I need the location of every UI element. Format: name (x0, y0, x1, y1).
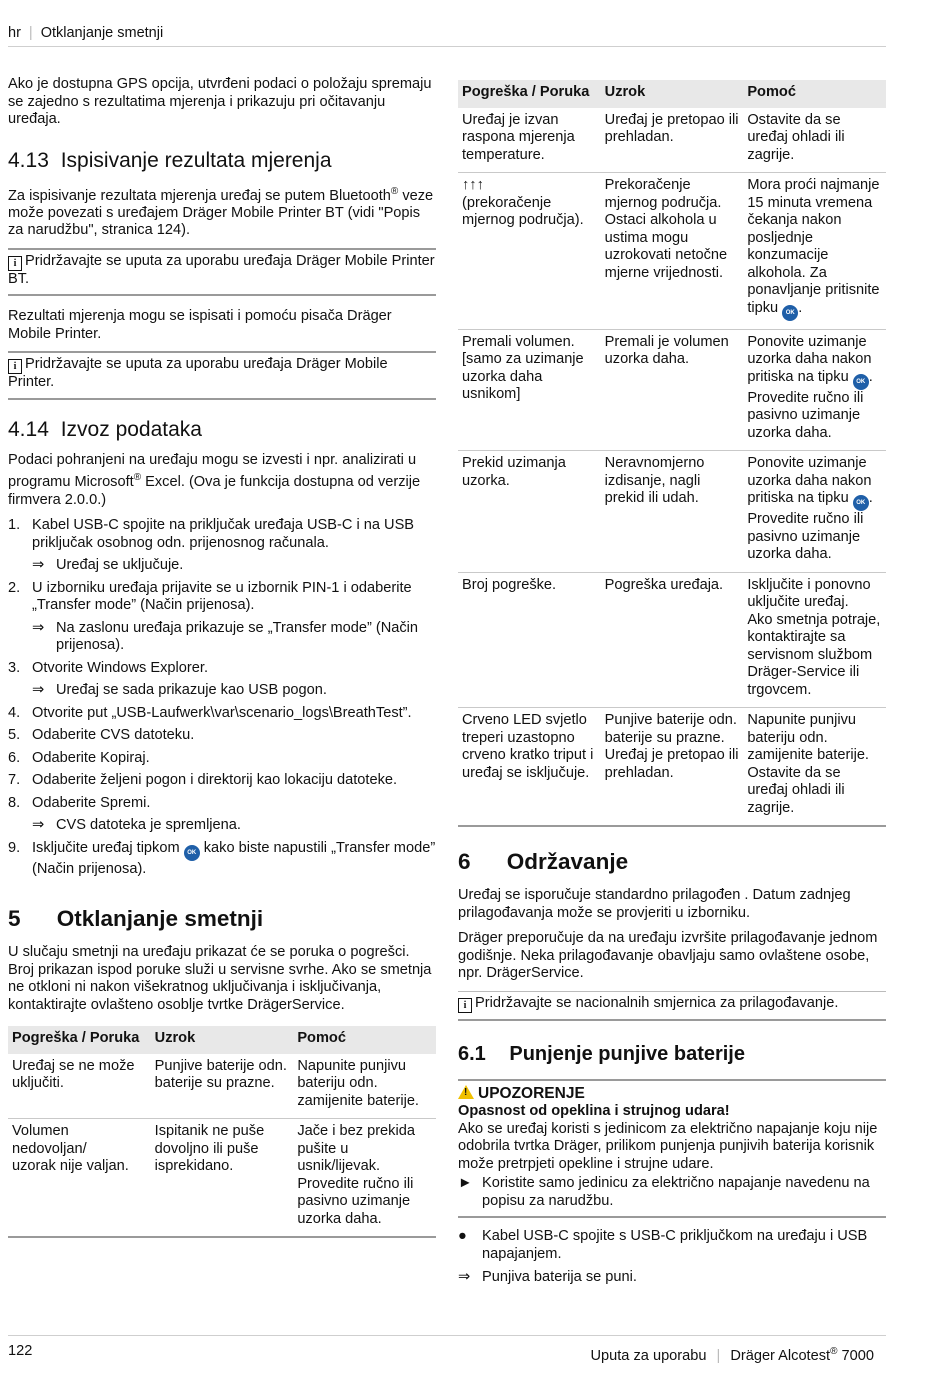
info-icon: i (458, 998, 472, 1013)
section-title: Punjenje punjive baterije (509, 1042, 745, 1065)
bullet-dot-icon: ● (458, 1228, 467, 1244)
ok-key-icon: OK (184, 845, 200, 861)
result-text: Na zaslonu uređaja prikazuje se „Transfer mode” (Način prijenosa). (56, 619, 419, 654)
note-text: Pridržavajte se uputa za uporabu uređaja Dräger Mobile Printer BT. (8, 252, 435, 287)
section-title: Održavanje (506, 849, 629, 874)
section-title: Ispisivanje rezultata mjerenja (60, 148, 332, 172)
step-result (8, 557, 436, 575)
step-item (8, 580, 436, 615)
step-number: 2. (8, 579, 21, 596)
section-6-1-heading (458, 1041, 886, 1067)
cell-cause: Pogreška uređaja. (601, 572, 744, 708)
table-header-row (458, 80, 886, 108)
step-item (8, 727, 436, 745)
cell-line: (prekoračenje mjernog područja). (462, 194, 584, 228)
error-table-continued (458, 80, 886, 827)
step-text: Otvorite Windows Explorer. (32, 659, 208, 676)
export-steps (8, 517, 436, 878)
step-text: kako biste napustili „Transfer mode” (Način prijenosa). (32, 839, 436, 877)
bluetooth-paragraph (8, 183, 436, 240)
step-number: 1. (8, 517, 21, 534)
step-text: Odaberite Kopiraj. (32, 749, 150, 766)
step-item (8, 750, 436, 768)
cell-line: Ostaci alkohola u ustima mogu uzrokovati netočne mjerne vrijednosti. (604, 212, 728, 281)
info-note (8, 351, 436, 400)
bt-text-a: Za ispisivanje rezultata mjerenja uređaj se putem Bluetooth (8, 187, 391, 204)
registered-mark: ® (830, 1346, 838, 1357)
warning-box (458, 1079, 886, 1219)
step-item (8, 772, 436, 790)
cell-error: Uređaj se ne može uključiti. (8, 1054, 151, 1119)
footer-separator: | (716, 1347, 721, 1364)
table-row (458, 108, 886, 173)
step-text: Odaberite Spremi. (32, 794, 151, 811)
cell-cause: Ispitanik ne puše dovoljno ili puše isprekidano. (151, 1119, 294, 1238)
cell-line: Provedite ručno ili pasivno uzimanje uzorka daha. (747, 511, 864, 562)
warning-action (458, 1175, 886, 1218)
col-header-error: Pogreška / Poruka (458, 80, 601, 108)
step-item (8, 517, 436, 552)
cell-cause (601, 173, 744, 330)
cell-help (743, 708, 886, 827)
step-number: 5. (8, 727, 21, 744)
step-item (8, 660, 436, 678)
note-text: Pridržavajte se uputa za uporabu uređaja Dräger Mobile Printer. (8, 356, 388, 391)
product-name: Dräger Alcotest (730, 1347, 831, 1364)
header-rule (8, 46, 886, 47)
cell-cause: Punjive baterije odn. baterije su prazne. (151, 1054, 294, 1119)
ok-key-icon: OK (853, 374, 869, 390)
bullet-text: Kabel USB-C spojite s USB-C priključkom na uređaju i USB napajanjem. (482, 1228, 868, 1262)
step-result (8, 817, 436, 835)
header-separator: | (28, 25, 33, 41)
cell-line: Provedite ručno ili pasivno uzimanje uzorka daha. (747, 389, 864, 441)
warning-mark: ! (464, 1086, 468, 1098)
cell-cause: Uređaj je pretopao ili prehladan. (601, 108, 744, 173)
step-number: 6. (8, 749, 21, 766)
registered-mark: ® (133, 472, 142, 484)
action-arrow-icon: ► (458, 1175, 473, 1191)
result-arrow-icon: ⇒ (32, 557, 45, 574)
cell-line: Punjive baterije odn. baterije su prazne. (604, 712, 737, 746)
section-4-14-heading (8, 418, 436, 442)
col-header-help: Pomoć (743, 80, 886, 108)
step-number: 8. (8, 794, 21, 811)
cell-line: Provedite ručno ili pasivno uzimanje uzorka daha. (297, 1175, 414, 1227)
info-icon: i (8, 256, 22, 271)
cell-line: uzorak nije valjan. (12, 1158, 129, 1175)
step-text: Odaberite željeni pogon i direktorij kao lokaciju datoteke. (32, 772, 398, 789)
cell-cause (601, 708, 744, 827)
cell-help: Ponovite uzimanje uzorka daha nakon pritiska na tipku OK . Provedite ručno ili pasivno uzimanje uzorka daha. (743, 451, 886, 573)
running-header (8, 25, 163, 43)
section-number: 4.14 (8, 417, 49, 441)
table-header-row (8, 1026, 436, 1054)
cell-error (458, 173, 601, 330)
section-number: 5 (8, 906, 21, 932)
section-5-heading (8, 906, 436, 932)
warning-triangle-icon (458, 1085, 474, 1099)
step-text: Otvorite put „USB-Laufwerk\var\scenario_logs\BreathTest”. (32, 704, 412, 721)
info-note (8, 248, 436, 297)
step-text: U izborniku uređaja prijavite se u izbornik PIN-1 i odaberite „Transfer mode” (Način prijenosa). (32, 579, 412, 614)
info-icon: i (8, 359, 22, 374)
table-row (458, 173, 886, 330)
page-number: 122 (8, 1343, 33, 1359)
result-item (458, 1269, 886, 1287)
maintenance-paragraph: Uređaj se isporučuje standardno prilagođen . Datum zadnjeg prilagođavanja može se provjeriti u izborniku. (458, 887, 851, 921)
table-row (458, 329, 886, 451)
footer-rule (8, 1335, 886, 1336)
result-arrow-icon: ⇒ (32, 817, 45, 834)
cell-error: Crveno LED svjetlo treperi uzastopno crveno kratko triput i uređaj se isključuje. (458, 708, 601, 827)
table-row (8, 1119, 436, 1238)
ok-key-icon: OK (853, 495, 869, 511)
cell-cause: Premali je volumen uzorka daha. (601, 329, 744, 451)
cell-error: Premali volumen. [samo za uzimanje uzorka daha usnikom] (458, 329, 601, 451)
left-column (8, 76, 436, 1238)
footer-doc-info (590, 1343, 874, 1365)
step-item (8, 840, 436, 879)
bullet-item (458, 1228, 886, 1263)
cell-line: Ostavite da se uređaj ohladi ili zagrije. (747, 764, 845, 816)
section-number: 4.13 (8, 148, 49, 172)
cell-help: Napunite punjivu bateriju odn. zamijenite baterije. (293, 1054, 436, 1119)
step-result (8, 620, 436, 655)
result-arrow-icon: ⇒ (32, 682, 45, 699)
export-text-b: Excel. (Ova je funkcija dostupna od verzije firmvera 2.0.0.) (8, 474, 421, 508)
cell-error: Uređaj je izvan raspona mjerenja temperature. (458, 108, 601, 173)
cell-error (8, 1119, 151, 1238)
cell-line: Ponovite uzimanje uzorka daha nakon pritiska na tipku (747, 333, 872, 385)
table-row (458, 572, 886, 708)
step-number: 9. (8, 839, 21, 856)
right-column (458, 80, 886, 1293)
warning-title-row (458, 1085, 886, 1104)
col-header-help: Pomoć (293, 1026, 436, 1054)
result-text: Uređaj se uključuje. (56, 557, 184, 574)
footer-product (730, 1348, 874, 1364)
step-item (8, 795, 436, 813)
header-section: Otklanjanje smetnji (40, 25, 164, 41)
error-table (8, 1026, 436, 1238)
action-text: Koristite samo jedinicu za električno napajanje navedenu na popisu za narudžbu. (482, 1175, 870, 1209)
result-arrow-icon: ⇒ (458, 1269, 471, 1285)
cell-line: Mora proći najmanje 15 minuta vremena čekanja nakon posljednje konzumacije alkohola. Za ponavljanje pritisnite tipku (747, 177, 880, 316)
section-title: Izvoz podataka (60, 417, 202, 441)
cell-cause: Neravnomjerno izdisanje, nagli prekid ili udah. (601, 451, 744, 573)
result-arrow-icon: ⇒ (32, 619, 45, 636)
up-arrows-symbol: ↑↑↑ (462, 177, 484, 193)
section-title: Otklanjanje smetnji (56, 906, 264, 932)
warning-title: UPOZORENJE (478, 1084, 585, 1102)
printer-paragraph: Rezultati mjerenja mogu se ispisati i pomoću pisača Dräger Mobile Printer. (8, 308, 392, 342)
result-text: Uređaj se sada prikazuje kao USB pogon. (56, 682, 327, 699)
table-row (458, 708, 886, 827)
cell-help (743, 572, 886, 708)
cell-line: Jače i bez prekida pušite u usnik/lijevak. (297, 1123, 415, 1175)
cell-line: Ponovite uzimanje uzorka daha nakon pritiska na tipku (747, 455, 872, 506)
gps-paragraph: Ako je dostupna GPS opcija, utvrđeni podaci o položaju spremaju se zajedno s rezultatima mjerenja i prikazuju pri očitavanju uređaja. (8, 76, 432, 127)
registered-mark: ® (390, 185, 399, 197)
maintenance-paragraph: Dräger preporučuje da na uređaju izvršite prilagođavanje jednom godišnje. Neka prilagođavanje obavljaju samo ovlaštene osobe, npr. DrägerService. (458, 930, 878, 981)
bt-text-b: veze može povezati s uređajem Dräger Mobile Printer BT (vidi "Popis za narudžbu", stranica 124). (8, 187, 434, 239)
step-text: Kabel USB-C spojite na priključak uređaja USB-C i na USB priključak osobnog odn. prijenosnog računala. (32, 517, 415, 551)
ok-key-icon: OK (782, 305, 798, 321)
step-number: 7. (8, 772, 21, 789)
note-text: Pridržavajte se nacionalnih smjernica za prilagođavanje. (475, 994, 839, 1011)
cell-help: Mora proći najmanje 15 minuta vremena čekanja nakon posljednje konzumacije alkohola. Za ponavljanje pritisnite tipku OK . (743, 173, 886, 330)
cell-line: Volumen nedovoljan/ (12, 1123, 87, 1157)
step-text: Isključite uređaj tipkom (32, 839, 184, 856)
step-number: 3. (8, 659, 21, 676)
export-paragraph (8, 452, 436, 509)
cell-line: Isključite i ponovno uključite uređaj. (747, 576, 871, 610)
warning-text: Ako se uređaj koristi s jedinicom za električno napajanje koju nije odobrila tvrtka Dräger, prilikom punjenja punjivih baterija korisnik može pretrpjeti opekline i strujne udare. (458, 1120, 878, 1172)
troubleshooting-paragraph: U slučaju smetnji na uređaju prikazat će se poruka o pogrešci. Broj prikazan ispod poruke služi u servisne svrhe. Ako se smetnja ne otkloni ni nakon višekratnog uključivanja i isključivanja, kontaktirajte ovlašteno osoblje tvrtke DrägerService. (8, 944, 432, 1013)
cell-line: Napunite punjivu bateriju odn. zamijenite baterije. (747, 712, 869, 763)
cell-help: Ponovite uzimanje uzorka daha nakon pritiska na tipku OK . Provedite ručno ili pasivno uzimanje uzorka daha. (743, 329, 886, 451)
cell-line: Prekoračenje mjernog područja. (604, 177, 722, 211)
cell-error: Broj pogreške. (458, 572, 601, 708)
section-6-heading (458, 849, 886, 875)
cell-line: Uređaj je pretopao ili prehladan. (604, 747, 739, 781)
export-text-a: Podaci pohranjeni na uređaju mogu se izvesti i npr. analizirati u programu Microsoft (8, 451, 417, 491)
cell-help (293, 1119, 436, 1238)
col-header-cause: Uzrok (601, 80, 744, 108)
footer-doc-title: Uputa za uporabu (590, 1347, 707, 1364)
cell-help: Ostavite da se uređaj ohladi ili zagrije. (743, 108, 886, 173)
table-row (8, 1054, 436, 1119)
header-lang: hr (8, 25, 21, 41)
warning-subtitle: Opasnost od opeklina i strujnog udara! (458, 1103, 730, 1119)
section-number: 6 (458, 849, 471, 874)
info-note (458, 991, 886, 1021)
product-model: 7000 (837, 1347, 874, 1364)
result-text: Punjiva baterija se puni. (482, 1269, 637, 1285)
section-4-13-heading (8, 149, 436, 173)
step-result (8, 682, 436, 700)
result-text: CVS datoteka je spremljena. (56, 817, 241, 834)
step-text: Odaberite CVS datoteku. (32, 727, 195, 744)
col-header-error: Pogreška / Poruka (8, 1026, 151, 1054)
table-row (458, 451, 886, 573)
section-number: 6.1 (458, 1042, 486, 1065)
step-number: 4. (8, 704, 21, 721)
col-header-cause: Uzrok (151, 1026, 294, 1054)
cell-line: Ako smetnja potraje, kontaktirajte sa servisnom službom Dräger-Service ili trgovcem. (747, 611, 881, 698)
cell-error: Prekid uzimanja uzorka. (458, 451, 601, 573)
step-item (8, 705, 436, 723)
